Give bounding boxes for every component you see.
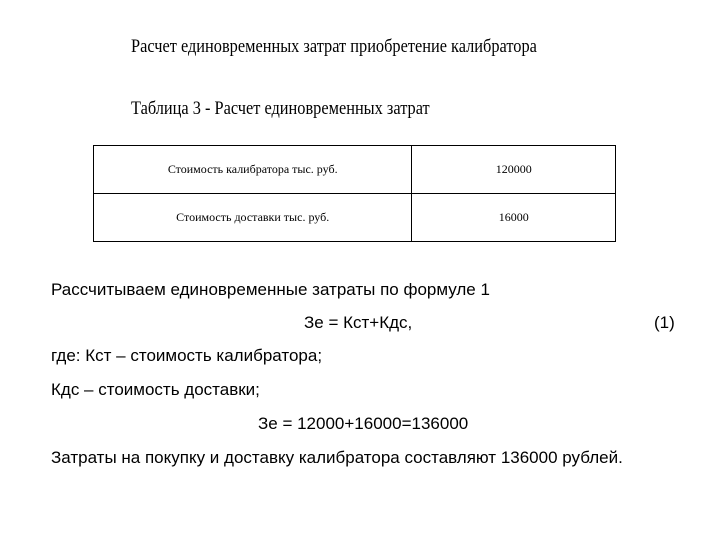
table-cell-label: Стоимость доставки тыс. руб. [94,194,412,242]
table-cell-value: 120000 [412,146,616,194]
table-cell-value: 16000 [412,194,616,242]
table-row [94,194,616,242]
cost-table [93,145,616,242]
definition-kds: Кдс – стоимость доставки; [51,380,260,399]
page-title: Расчет единовременных затрат приобретение калибратора [131,36,537,57]
formula-number: (1) [654,313,675,332]
intro-paragraph: Рассчитываем единовременные затраты по формуле 1 [51,280,490,299]
table-row [94,146,616,194]
calculation: Зе = 12000+16000=136000 [258,414,469,433]
table-caption: Таблица 3 - Расчет единовременных затрат [131,98,430,119]
table-cell-label: Стоимость калибратора тыс. руб. [94,146,412,194]
definition-kst: где: Кст – стоимость калибратора; [51,346,323,365]
formula: Зе = Кст+Кдс, [304,313,413,332]
conclusion-paragraph: Затраты на покупку и доставку калибратора составляют 136000 рублей. [51,448,623,467]
